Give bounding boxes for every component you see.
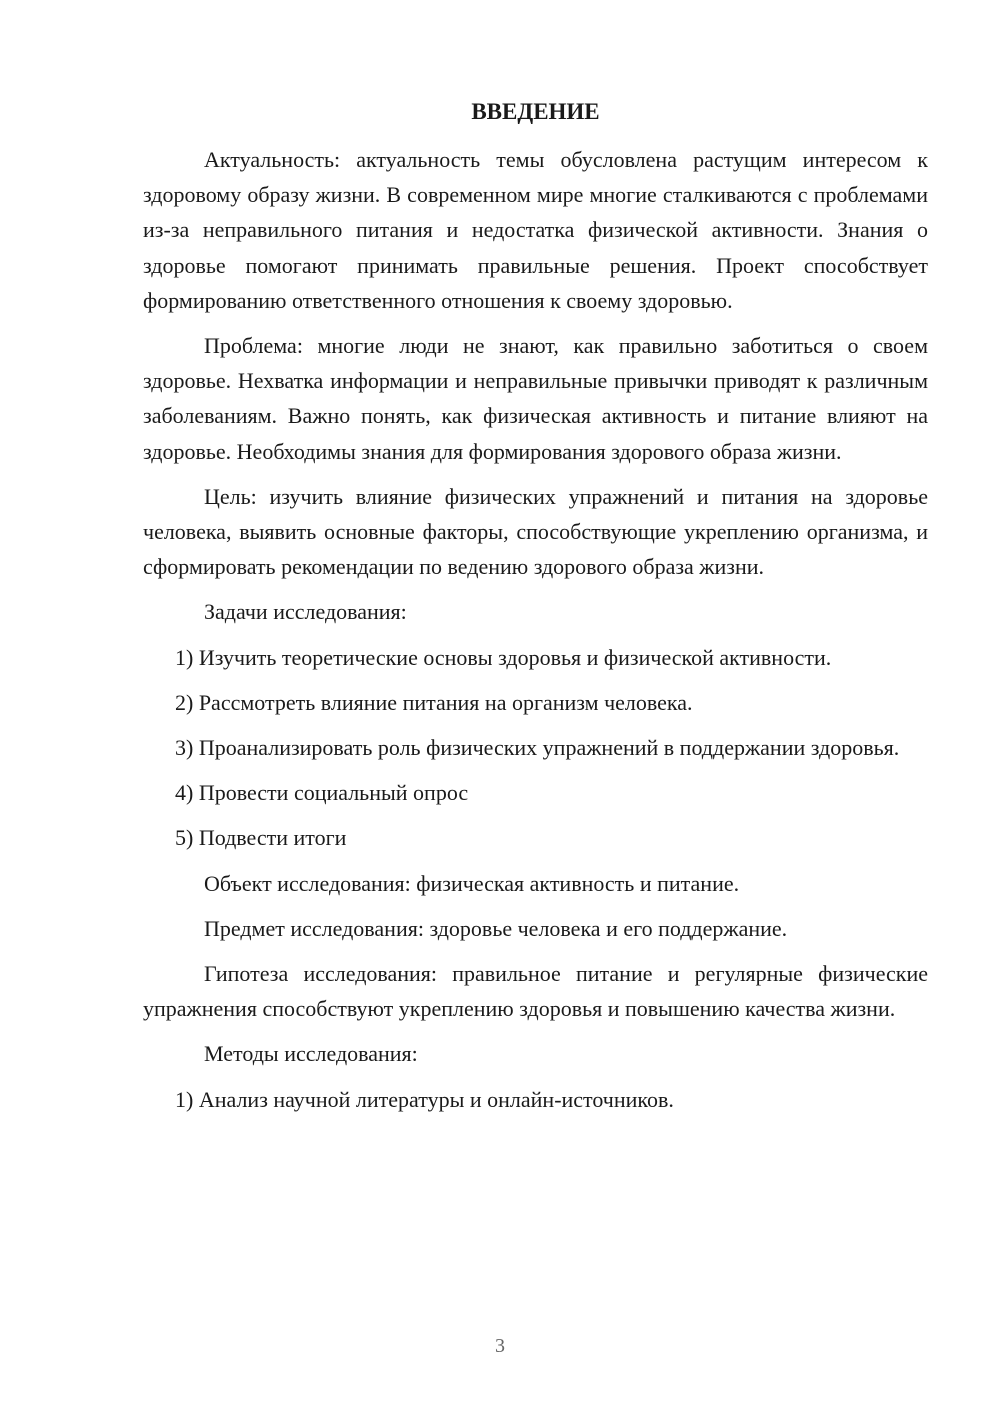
tasks-title: Задачи исследования: [204,599,407,625]
task-item-3: 3) Проанализировать роль физических упражнений в поддержании здоровья. [175,735,900,761]
task-item-1: 1) Изучить теоретические основы здоровья и физической активности. [175,644,832,670]
page-number: 3 [495,1335,505,1357]
task-item-4: 4) Провести социальный опрос [175,780,469,806]
page-body [143,94,928,1127]
goal-paragraph: Цель: изучить влияние физических упражнений и питания на здоровье человека, выявить основные факторы, способствующие укреплению организма, и сформировать рекомендации по ведению здорового образа жизни. [143,483,928,580]
methods-title: Методы исследования: [204,1041,418,1067]
task-item-5: 5) Подвести итоги [175,825,347,851]
task-item-2: 2) Рассмотреть влияние питания на организм человека. [175,689,693,715]
research-subject: Предмет исследования: здоровье человека и его поддержание. [204,915,788,941]
problem-paragraph: Проблема: многие люди не знают, как правильно заботиться о своем здоровье. Нехватка информации и неправильные привычки приводят к различным заболеваниям. Важно понять, как физическая активность и питание влияют на здоровье. Необходимы знания для формирования здорового образа жизни. [143,333,928,464]
method-item-1: 1) Анализ научной литературы и онлайн-источников. [175,1086,674,1112]
research-object: Объект исследования: физическая активность и питание. [204,870,740,896]
relevance-paragraph: Актуальность: актуальность темы обусловлена растущим интересом к здоровому образу жизни. В современном мире многие сталкиваются с проблемами из-за неправильного питания и недостатка физической активности. Знания о здоровье помогают принимать правильные решения. Проект способствует формированию ответственного отношения к своему здоровью. [143,147,928,313]
section-heading: ВВЕДЕНИЕ [471,99,600,124]
hypothesis-paragraph: Гипотеза исследования: правильное питание и регулярные физические упражнения способствуют укреплению здоровья и повышению качества жизни. [143,961,928,1022]
